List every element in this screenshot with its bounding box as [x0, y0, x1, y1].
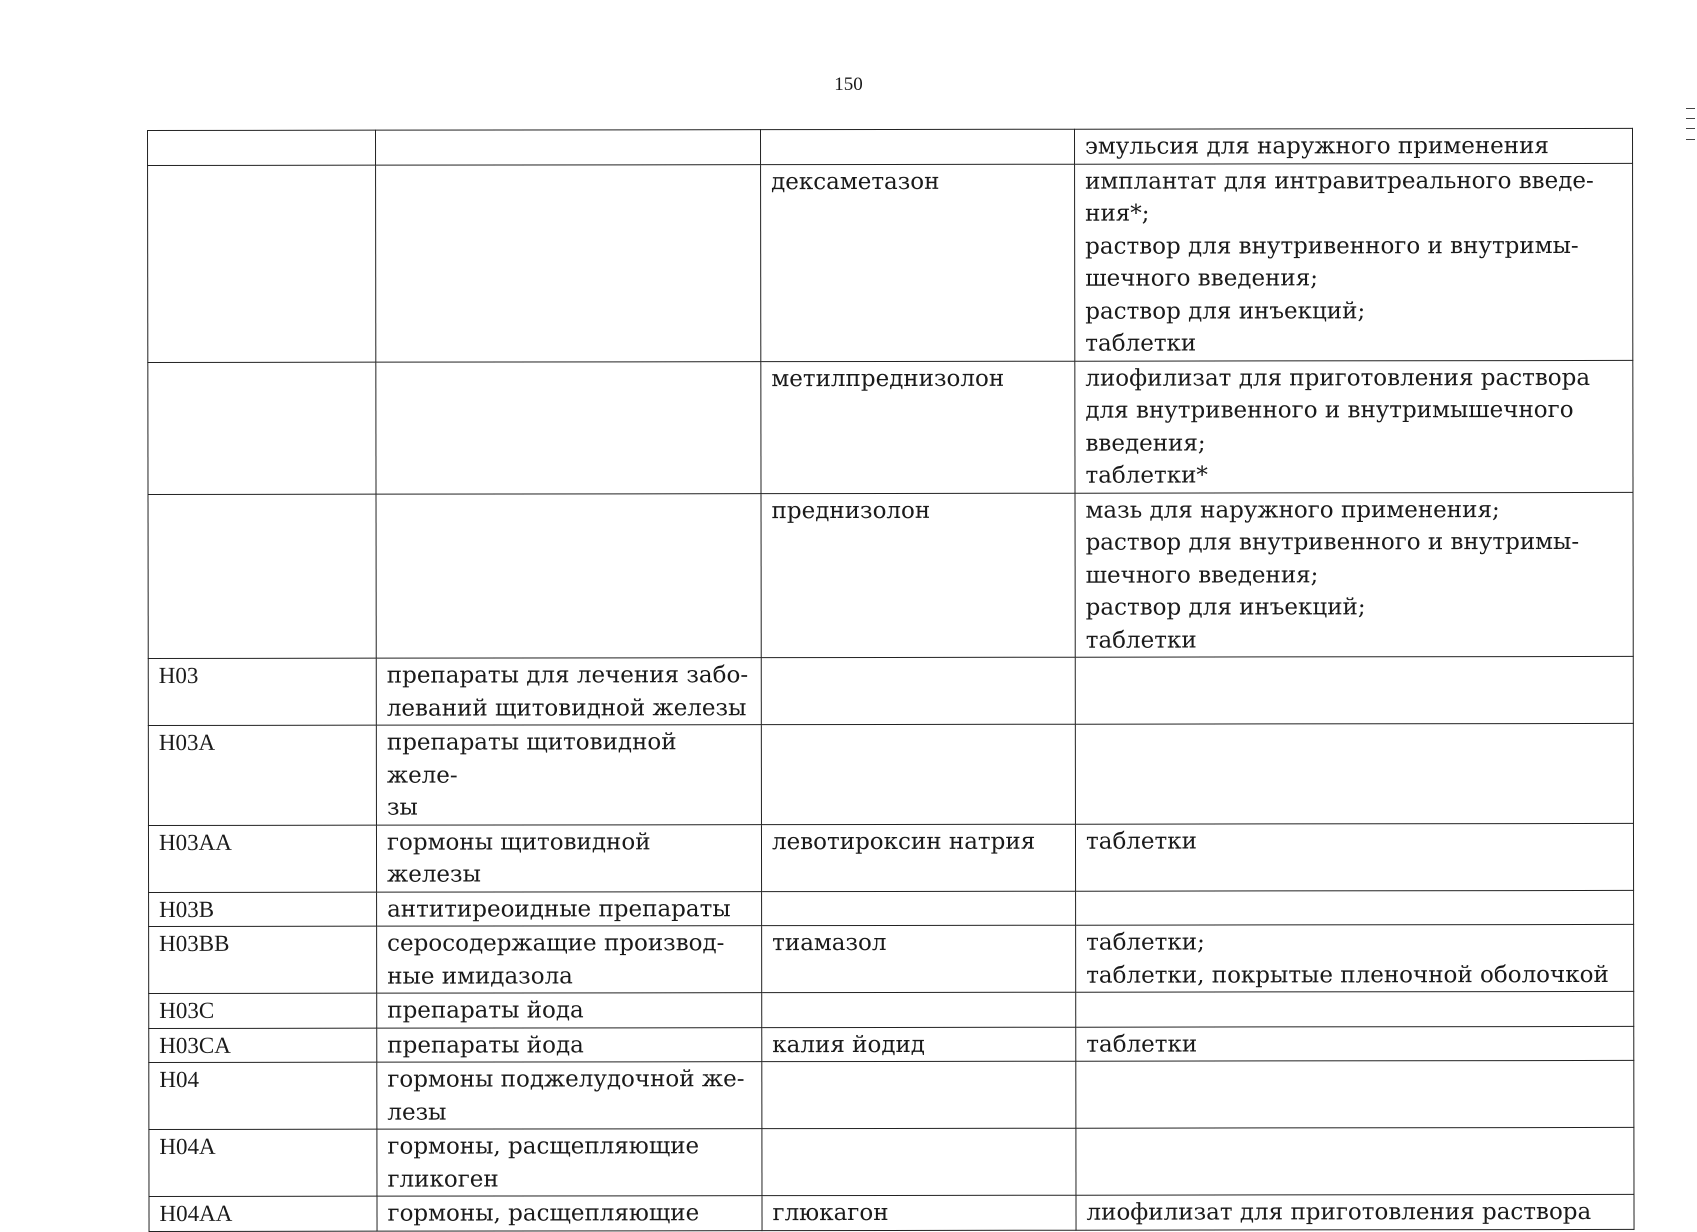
group-cell: гормоны, расщепляющие — [377, 1196, 762, 1231]
dosage-form-cell — [1075, 656, 1633, 724]
substance-cell: метилпреднизолон — [761, 361, 1075, 493]
atc-code-cell: H04A — [149, 1129, 377, 1196]
substance-cell — [762, 992, 1076, 1027]
dosage-form-cell: лиофилизат для приготовления раствора для внутривенного и внутримышечного введения; таблетки* — [1075, 360, 1633, 493]
table-row — [149, 1060, 1634, 1129]
table-row — [149, 924, 1634, 993]
atc-code-cell — [148, 494, 376, 659]
atc-code-cell: H04AA — [149, 1196, 377, 1231]
group-cell — [376, 130, 761, 165]
substance-cell — [761, 129, 1075, 164]
table-row — [149, 1127, 1634, 1196]
table-row — [148, 723, 1633, 825]
dosage-form-cell: лиофилизат для приготовления раствора — [1076, 1194, 1634, 1229]
dosage-form-cell: имплантат для интравитреального введе- ния*; раствор для внутривенного и внутримы- шечного введения; раствор для инъекций; таблетки — [1075, 163, 1633, 361]
dosage-form-cell: таблетки; таблетки, покрытые пленочной оболочкой — [1076, 924, 1634, 992]
substance-cell — [762, 1128, 1076, 1195]
atc-code-cell: H03AA — [148, 825, 376, 892]
substance-cell — [762, 1061, 1076, 1128]
table-row — [148, 360, 1633, 494]
dosage-form-cell: таблетки — [1076, 1026, 1634, 1061]
table-row — [149, 991, 1634, 1028]
substance-cell — [762, 891, 1076, 926]
table-row — [148, 823, 1633, 892]
group-cell: гормоны поджелудочной же- лезы — [377, 1062, 762, 1130]
substance-cell: левотироксин натрия — [761, 824, 1075, 891]
substance-cell — [761, 657, 1075, 724]
group-cell: препараты для лечения забо- леваний щитовидной железы — [376, 658, 761, 726]
group-cell — [376, 493, 761, 658]
dosage-form-cell: таблетки — [1075, 823, 1633, 891]
group-cell: антитиреоидные препараты — [377, 891, 762, 926]
atc-code-cell: H03A — [148, 725, 376, 825]
atc-code-cell: H04 — [149, 1062, 377, 1129]
table-row — [148, 492, 1633, 659]
table-row — [148, 163, 1633, 362]
table-row — [149, 1026, 1634, 1063]
atc-code-cell: H03C — [149, 993, 377, 1028]
substance-cell: преднизолон — [761, 493, 1075, 658]
substance-cell: дексаметазон — [761, 164, 1075, 361]
atc-code-cell: H03 — [148, 658, 376, 725]
dosage-form-cell — [1076, 890, 1634, 925]
atc-code-cell — [148, 130, 376, 165]
table-row — [148, 128, 1633, 165]
group-cell: препараты щитовидной желе- зы — [376, 725, 761, 825]
drug-table — [147, 128, 1635, 1232]
dosage-form-cell: эмульсия для наружного применения — [1074, 128, 1632, 163]
dosage-form-cell — [1076, 1060, 1634, 1128]
atc-code-cell — [148, 165, 376, 362]
group-cell: серосодержащие производ- ные имидазола — [377, 926, 762, 994]
dosage-form-cell — [1076, 1127, 1634, 1195]
substance-cell: тиамазол — [762, 925, 1076, 992]
substance-cell: глюкагон — [762, 1195, 1076, 1230]
table-row — [149, 890, 1634, 927]
table-row — [148, 656, 1633, 725]
group-cell — [376, 164, 761, 362]
atc-code-cell: H03CA — [149, 1028, 377, 1063]
group-cell: препараты йода — [377, 1027, 762, 1062]
group-cell — [376, 361, 761, 494]
group-cell: препараты йода — [377, 993, 762, 1028]
page-number: 150 — [834, 74, 863, 95]
substance-cell: калия йодид — [762, 1027, 1076, 1062]
scan-edge-mark — [1686, 108, 1695, 140]
group-cell: гормоны, расщепляющие гликоген — [377, 1129, 762, 1197]
substance-cell — [761, 724, 1075, 824]
atc-code-cell: H03B — [149, 892, 377, 927]
dosage-form-cell — [1075, 723, 1633, 823]
group-cell: гормоны щитовидной железы — [376, 824, 761, 892]
atc-code-cell — [148, 362, 376, 494]
dosage-form-cell — [1076, 991, 1634, 1026]
dosage-form-cell: мазь для наружного применения; раствор для внутривенного и внутримы- шечного введения; раствор для инъекций; таблетки — [1075, 492, 1633, 657]
atc-code-cell: H03BB — [149, 926, 377, 993]
